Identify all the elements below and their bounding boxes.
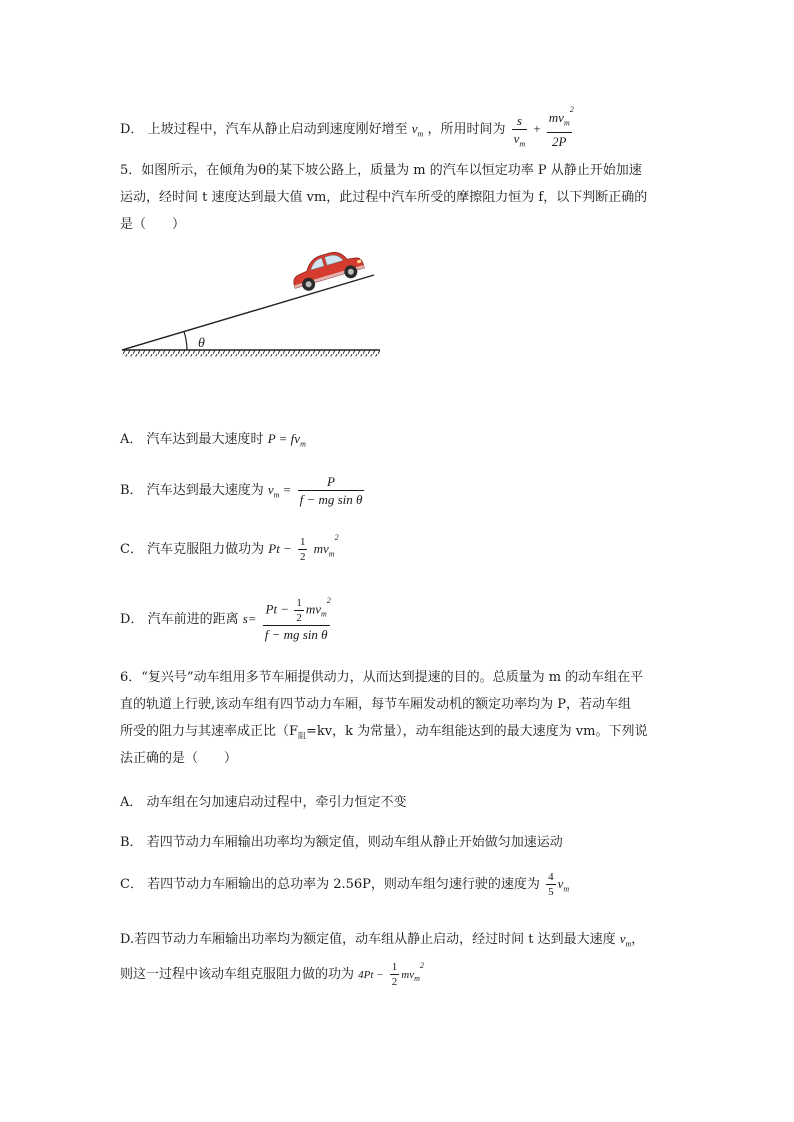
q6-stem-line-2: 直的轨道上行驶,该动车组有四节动力车厢，每节车厢发动机的额定功率均为 P，若动车组 — [120, 697, 632, 712]
option-lhs: s= — [242, 611, 257, 626]
fraction-distance: Pt − $\frac{1}{2}$ mv 2 $_m$ f − mg sin θ — [264, 596, 331, 642]
option-text: 汽车达到最大速度时 — [146, 432, 264, 447]
q6-option-c[interactable] — [120, 871, 569, 898]
ground-hatching — [122, 351, 380, 357]
option-formula-post: mv 2 $_m$ — [401, 961, 424, 984]
car-icon — [288, 250, 366, 294]
option-text: 若四节动力车厢输出功率均为额定值，则动车组从静止开始做匀加速运动 — [146, 835, 563, 850]
option-text: 若四节动力车厢输出的总功率为 2.56P，则动车组匀速行驶的速度为 — [147, 877, 540, 892]
option-text: 上坡过程中，汽车从静止启动到速度刚好增至 — [147, 121, 408, 137]
q6-option-b[interactable] — [120, 831, 563, 850]
option-text: 汽车克服阻力做功为 — [147, 542, 265, 557]
fraction-one-half-inner: $\frac{1}{2}$ — [296, 597, 302, 624]
q5-option-a[interactable] — [120, 428, 306, 447]
q5-stem-line-1: 5．如图所示，在倾角为θ的某下坡公路上，质量为 m 的汽车以恒定功率 P 从静止开始加速 — [120, 163, 642, 178]
option-formula-post: mv 2 $_m$ — [313, 533, 339, 559]
option-formula-pre: Pt − — [268, 541, 292, 556]
incline-line — [122, 275, 374, 350]
fraction-mv2-over-2p: mv 2 $_m$ 2P — [548, 105, 574, 149]
fraction-four-fifths: $\frac{4}{5}$ — [548, 871, 554, 898]
option-text-line-1: 若四节动力车厢输出功率均为额定值，动车组从静止启动，经过时间 t 达到最大速度 — [134, 932, 616, 947]
q4-option-d — [120, 105, 574, 149]
angle-arc — [184, 332, 187, 351]
q6-option-d-line-2 — [120, 961, 424, 988]
option-label: B． — [120, 483, 143, 498]
option-label: D． — [120, 121, 144, 137]
option-text-suffix: ，所用时间为 — [427, 121, 506, 137]
vm-symbol: $v_m$ — [619, 931, 632, 949]
q6-stem-line-4: 法正确的是（ ） — [120, 751, 238, 766]
option-label: D． — [120, 612, 144, 627]
q6-stem-line-3: 所受的阻力与其速率成正比（$F_阻=kv$，k 为常量），动车组能达到的最大速度为 vm。下列说 — [120, 724, 648, 741]
option-text: 汽车达到最大速度为 — [146, 483, 264, 498]
q6-option-a[interactable] — [120, 791, 407, 810]
q5-option-b[interactable] — [120, 474, 366, 507]
fraction-p-over-f-minus-mgsin: $\frac{P}{\text{f − mg sin θ}}$ — [299, 474, 363, 507]
q6-option-d[interactable]: D.若四节动力车厢输出功率均为额定值，动车组从静止启动，经过时间 t 达到最大速度 $v_m$， — [120, 931, 645, 949]
fraction-one-half: $\frac{1}{2}$ — [299, 536, 306, 563]
option-label: D. — [120, 932, 135, 947]
vm-symbol: $v_m$ — [411, 120, 424, 139]
q5-stem-line-2: 运动，经时间 t 速度达到最大值 vm，此过程中汽车所受的摩擦阻力恒为 f，以下判断正确的 — [120, 190, 648, 205]
option-text-line-2: 则这一过程中该动车组克服阻力做的功为 — [120, 967, 355, 982]
q5-option-c[interactable] — [120, 533, 339, 563]
option-formula: $P = fv_m$ — [267, 431, 306, 449]
q5-option-d[interactable] — [120, 597, 332, 642]
option-label: C． — [120, 542, 143, 557]
plus-sign: + — [533, 120, 541, 136]
option-formula: $v_m$ = — [267, 482, 292, 500]
fraction-one-half: $\frac{1}{2}$ — [391, 961, 398, 988]
q6-stem-line-1: 6．“复兴号”动车组用多节车厢提供动力，从而达到提速的目的。总质量为 m 的动车组在平 — [120, 670, 644, 685]
option-text: 汽车前进的距离 — [147, 612, 239, 627]
incline-car-figure — [118, 250, 386, 362]
fraction-s-over-vm: $\frac{s}{v_m}$ — [513, 112, 526, 149]
option-label: A． — [120, 432, 143, 447]
option-label: C． — [120, 877, 143, 892]
vm-symbol: $v_m$ — [557, 876, 570, 894]
option-text: 动车组在匀加速启动过程中，牵引力恒定不变 — [146, 795, 407, 810]
option-formula-pre: 4Pt − — [358, 969, 384, 981]
q5-stem-line-3: 是（ ） — [120, 217, 186, 232]
option-label: B． — [120, 835, 143, 850]
angle-label: θ — [198, 336, 205, 351]
option-label: A． — [120, 795, 143, 810]
